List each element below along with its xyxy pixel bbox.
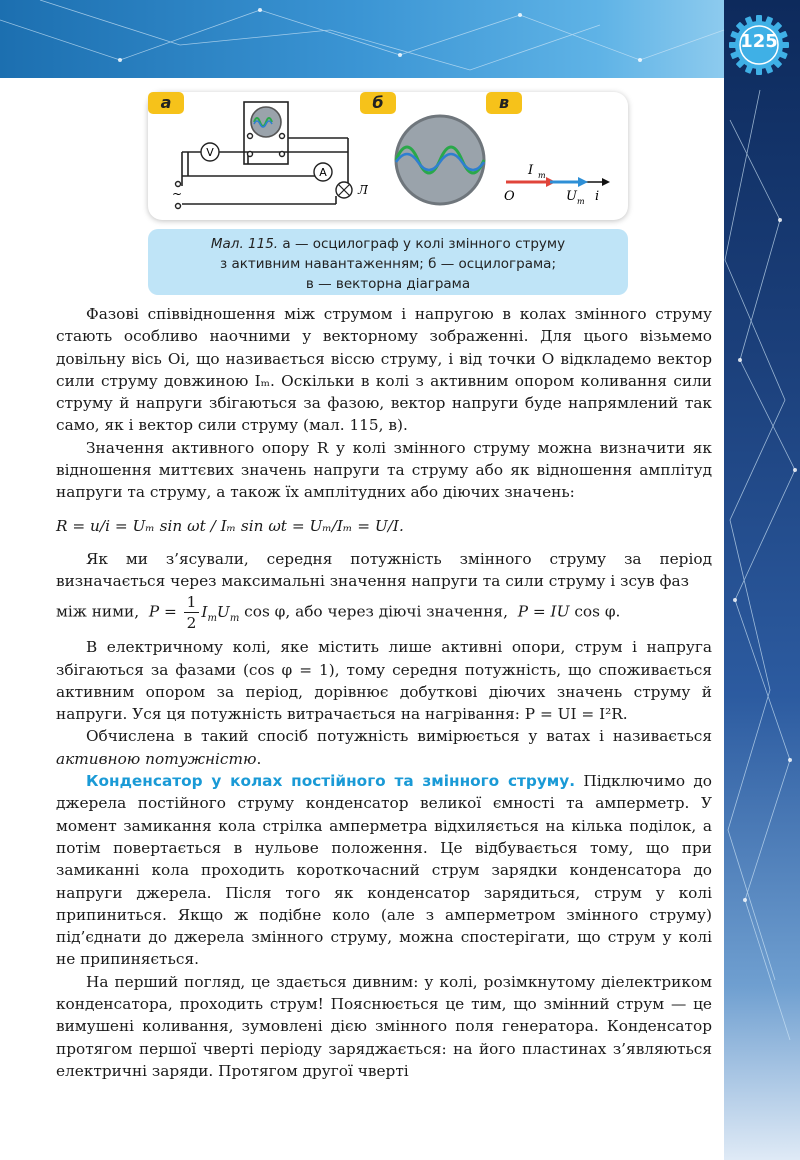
vector-i-label: I: [528, 163, 534, 178]
voltmeter-label: V: [206, 146, 214, 159]
vector-u-label: U: [566, 189, 577, 204]
caption-line-2: з активним навантаженням; б — осцилограма;: [219, 256, 556, 272]
p5-text: Обчислена в такий спосіб потужність вимірюється у ватах і називається: [86, 727, 712, 746]
p3-between: між ними,: [56, 602, 140, 621]
paragraph-2: Значення активного опору R у колі змінного струму можна визначити як відношення миттєвих значень напруги та струму або як відношення амплітуд напруги та струму, а також їх амплітудних або діючих значень:: [56, 438, 712, 502]
paragraph-5: Обчислена в такий спосіб потужність вимірюється у ватах і називається активною потужністю.: [56, 727, 712, 768]
page-number: 125: [740, 31, 778, 52]
ammeter-label: A: [319, 166, 327, 179]
vector-diagram: [498, 150, 614, 210]
source-label: ~: [172, 187, 183, 201]
oscilloscope-circuit-diagram: [168, 100, 368, 216]
p5-emphasis: активною потужністю: [56, 749, 257, 768]
caption-label: Мал. 115.: [210, 236, 279, 252]
formula-r-text: R = u/i = Uₘ sin ωt / Iₘ sin ωt = Uₘ/Iₘ = U/I.: [56, 516, 404, 535]
origin-label: O: [504, 189, 515, 204]
caption-line-3: в — векторна діаграма: [305, 276, 471, 292]
oscillogram-screen: [392, 112, 488, 208]
paragraph-6: [56, 770, 712, 971]
figure-label-c: в: [486, 92, 522, 114]
vector-i-sub: m: [538, 171, 546, 180]
p6-text: Підключимо до джерела постійного струму конденсатор великої ємності та амперметр. У момент замикання кола стрілка амперметра відхиляється на кілька поділок, а потім повертається в нульове положення. Це відбувається тому, що при замиканні кола проходить короткочасний струм зарядки конденсатора до напруги джерела. Після того як конденсатор зарядиться, струм у колі припиниться. Якщо ж подібне коло (але з амперметром змінного струму) під’єднати до джерела змінного струму, можна спостерігати, що струм у колі не припиняється.: [56, 772, 712, 969]
figure-caption: [148, 229, 628, 295]
section-heading-capacitor: Конденсатор у колах постійного та змінного струму.: [86, 772, 576, 791]
paragraph-3: Як ми з’ясували, середня потужність змінного струму за період визначається через максимальні значення напруги та сили струму і зсув фаз: [56, 549, 712, 590]
figure-label-b: б: [360, 92, 396, 114]
vector-u-sub: m: [577, 197, 585, 206]
p3-mid: , або через діючі значення,: [285, 602, 508, 621]
paragraph-7: На перший погляд, це здається дивним: у колі, розімкнутому діелектриком конденсатора, проходить струм! Пояснюється це тим, що змінний струм — це вимушені коливання, зумовлені дією змінного поля генератора. Конденсатор протягом першої чверті періоду заряджається: на його пластинах з’являються електричні заряди. Протягом другої чверті: [56, 972, 712, 1080]
figure-label-a: а: [148, 92, 184, 114]
paragraph-4: В електричному колі, яке містить лише активні опори, струм і напруга збігаються за фазами (cos φ = 1), тому середня потужність, що споживається активним опором за період, дорівнює добуткові діючих значень струму й напруги. Уся ця потужність витрачається на нагрівання: P = UI = I²R.: [56, 638, 712, 724]
axis-label: i: [595, 189, 600, 204]
formula-power: між ними, P = $\frac{1}{2}$ $I_mU_m$ cos φ, або через діючі значення, P = IU cos φ.: [56, 593, 621, 633]
caption-line-1: а — осцилограф у колі змінного струму: [282, 236, 566, 252]
formula-resistance: [56, 504, 712, 548]
lamp-label: Л: [358, 183, 368, 197]
paragraph-1: Фазові співвідношення між струмом і напругою в колах змінного струму стають особливо наочними у векторному зображенні. Для цього візьмемо довільну вісь Oi, що називається віссю струму, і від точки O відкладемо вектор сили струму довжиною Iₘ. Оскільки в колі з активним опором коливання сили струму й напруги збігаються за фазою, вектор напруги буде напрямлений так само, як і вектор сили струму (мал. 115, в).: [56, 305, 712, 435]
body-text: [56, 303, 712, 1082]
